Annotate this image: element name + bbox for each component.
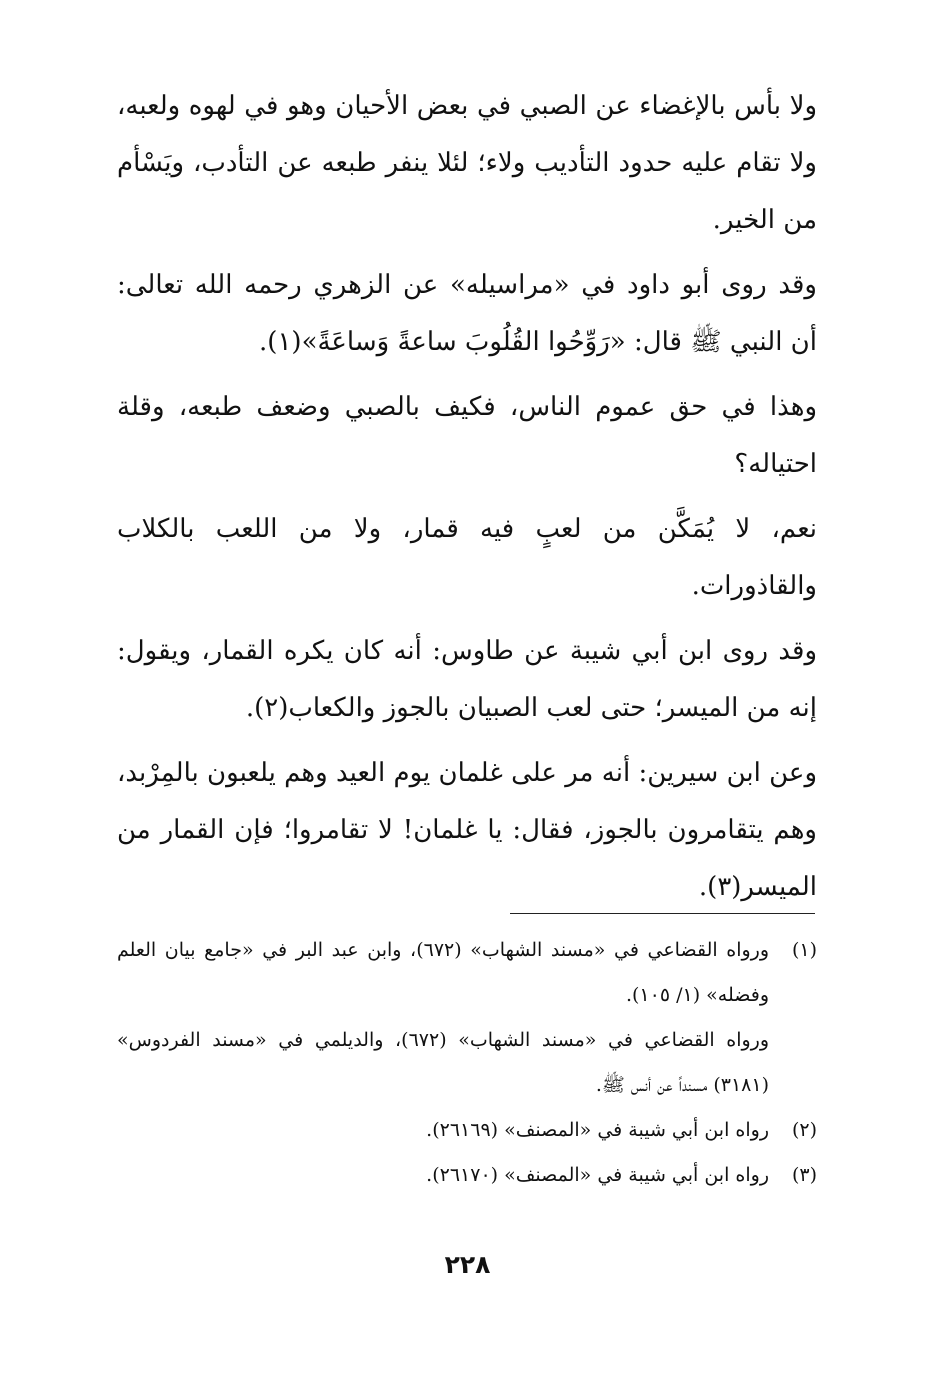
paragraph-text: ولا بأس بالإغضاء عن الصبي في بعض الأحيان وهو في لهوه ولعبه، ولا تقام عليه حدود التأديب ولاء؛ لئلا ينفر طبعه عن التأدب، ويَسْأم من الخير.: [117, 91, 817, 235]
footnote: [117, 1153, 817, 1198]
paragraph: [117, 501, 817, 615]
footnotes: [117, 928, 817, 1198]
paragraph-text: وقد روى ابن أبي شيبة عن طاوس: أنه كان يكره القمار، ويقول: إنه من الميسر؛ حتى لعب الصبيان بالجوز والكعاب(٢).: [117, 636, 817, 723]
footnote-text: ورواه القضاعي في «مسند الشهاب» (٦٧٢)، وابن عبد البر في «جامع بيان العلم وفضله» (١/ ١٠٥).: [117, 939, 769, 1006]
footnote-continuation: ورواه القضاعي في «مسند الشهاب» (٦٧٢)، والديلمي في «مسند الفردوس» (٣١٨١) مسنداً عن أنس ﷺ.: [117, 1029, 769, 1096]
paragraph-text: وعن ابن سيرين: أنه مر على غلمان يوم العيد وهم يلعبون بالمِرْبد، وهم يتقامرون بالجوز، فقال: يا غلمان! لا تقامروا؛ فإن القمار من الميسر(٣).: [117, 758, 817, 902]
footnote-number: (٣): [791, 1164, 817, 1186]
paragraph: [117, 257, 817, 371]
paragraph: [117, 78, 817, 249]
footnote-text: رواه ابن أبي شيبة في «المصنف» (٢٦١٧٠).: [426, 1164, 769, 1186]
paragraph: [117, 745, 817, 916]
footnote-text: رواه ابن أبي شيبة في «المصنف» (٢٦١٦٩).: [426, 1119, 769, 1141]
paragraph-text: نعم، لا يُمَكَّن من لعبٍ فيه قمار، ولا من اللعب بالكلاب والقاذورات.: [117, 514, 817, 601]
paragraph: [117, 623, 817, 737]
page-number: ٢٢٨: [444, 1250, 491, 1279]
paragraph-text: وهذا في حق عموم الناس، فكيف بالصبي وضعف طبعه، وقلة احتياله؟: [117, 392, 817, 479]
paragraph: [117, 379, 817, 493]
main-text: [117, 78, 817, 924]
paragraph-text: وقد روى أبو داود في «مراسيله» عن الزهري رحمه الله تعالى: أن النبي ﷺ قال: «رَوِّحُوا القُلُوبَ ساعةً وَساعَةً»(١).: [117, 270, 817, 357]
footnote: [117, 928, 817, 1018]
footnote-separator: [510, 913, 815, 914]
footnote: [117, 1108, 817, 1153]
footnote-number: (١): [791, 939, 817, 961]
footnote-number: (٢): [791, 1119, 817, 1141]
